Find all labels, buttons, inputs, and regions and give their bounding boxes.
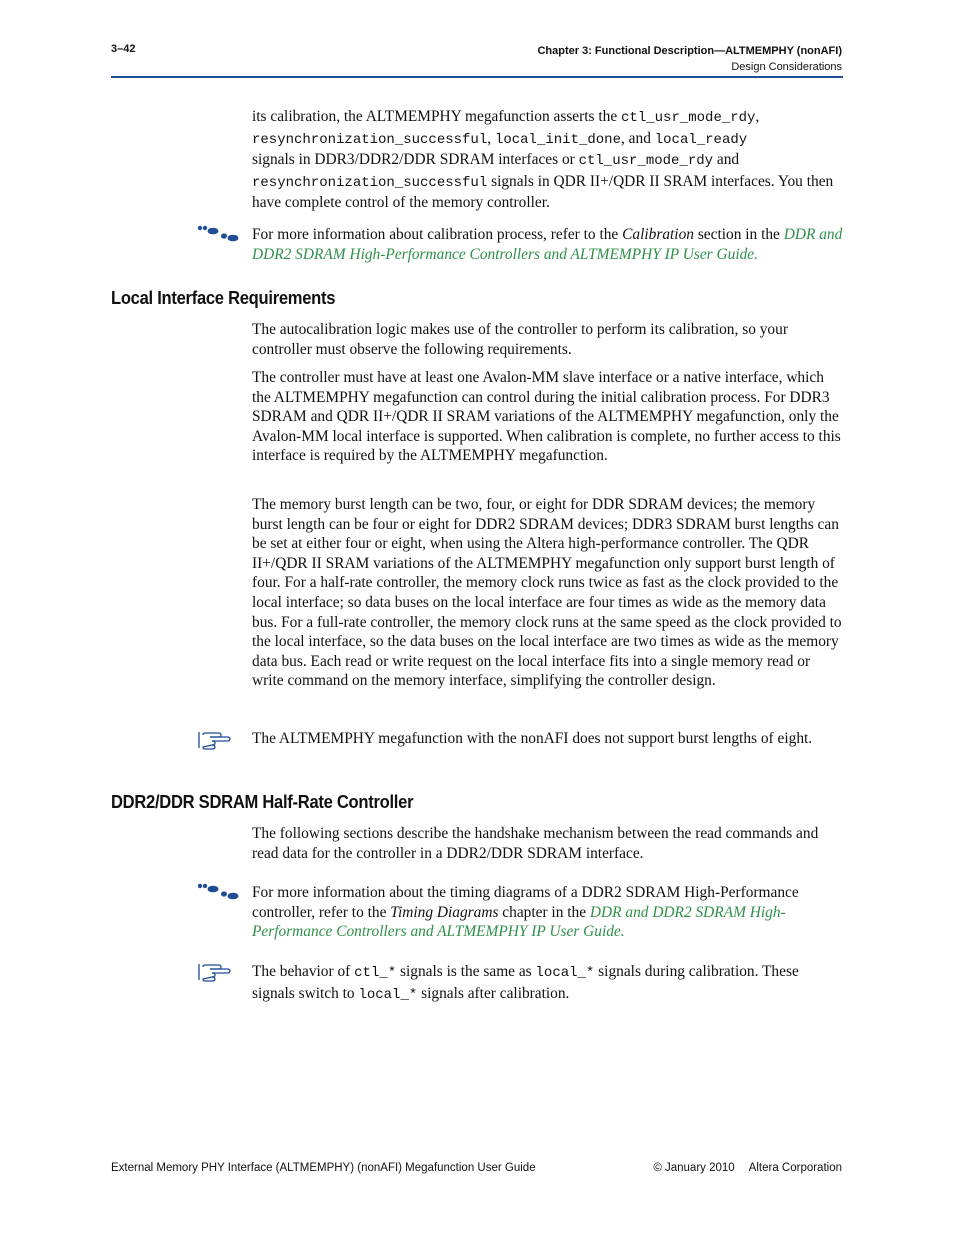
text: section in the	[693, 226, 784, 243]
code-resync-successful: resynchronization_successful	[252, 131, 488, 148]
emphasis: Timing Diagrams	[390, 903, 499, 921]
text: signals during calibration. These signals switch to	[252, 963, 799, 1002]
section1-para1	[252, 320, 844, 359]
text: signals is the same as	[396, 963, 536, 980]
timing-diagrams-note	[252, 883, 844, 942]
footer-company: Altera Corporation	[748, 1162, 842, 1174]
footer-right	[653, 1162, 842, 1174]
footprints-icon	[197, 224, 241, 244]
code-ctl-usr-mode-rdy: ctl_usr_mode_rdy	[621, 110, 756, 126]
text: ,	[755, 108, 760, 125]
text: ,	[487, 129, 495, 147]
code-ctl: ctl_*	[354, 965, 397, 981]
text: signals in DDR3/DDR2/DDR SDRAM interfaces or	[252, 151, 579, 169]
intro-paragraph	[252, 107, 844, 213]
text: The behavior of	[252, 963, 355, 980]
paragraph: The memory burst length can be two, four, or eight for DDR SDRAM devices; the memory burst length can be four or eight for DDR2 SDRAM devices; DDR3 SDRAM burst lengths can be set at either four or eight, when using the Altera high-performance controller. The QDR II+/QDR II SRAM variations of the ALTMEMPHY megafunction only support burst length of four. For a half-rate controller, the memory clock runs twice as fast as the clock provided to the local interface; so data buses on the local interface are four times as wide as the memory data bus. For a full-rate controller, the memory clock runs at the same speed as the clock provided to the local interface, so the data buses on the local interface are two times as wide as the memory data bus. Each read or write request on the local interface fits into a single memory read or write command on the memory interface, simplifying the controller design.	[252, 496, 842, 690]
footer-title: External Memory PHY Interface (ALTMEMPHY) (nonAFI) Megafunction User Guide	[111, 1162, 536, 1174]
signals-behavior-note	[252, 962, 844, 1005]
section1-para2	[252, 368, 844, 466]
running-header	[537, 43, 842, 75]
pointing-hand-icon	[197, 961, 237, 983]
paragraph: The following sections describe the handshake mechanism between the read commands and read data for the controller in a DDR2/DDR SDRAM interface.	[252, 825, 819, 862]
section2-para1	[252, 824, 844, 863]
text: signals after calibration.	[417, 984, 570, 1002]
code-local: local_*	[535, 965, 595, 981]
text: For more information about calibration process, refer to the	[252, 226, 623, 243]
user-guide-link[interactable]: DDR and DDR2 SDRAM High-Performance Controllers and ALTMEMPHY IP User Guide.	[252, 903, 786, 941]
burst-length-note	[252, 729, 844, 749]
code-local-init-done: local_init_done	[494, 131, 621, 148]
chapter-title: Chapter 3: Functional Description—ALTMEMPHY (nonAFI)	[537, 45, 842, 57]
code-resync-successful: resynchronization_successful	[252, 174, 488, 191]
text: signals in QDR II+/QDR II SRAM interfaces. You then have complete control of the memory controller.	[252, 172, 834, 212]
section1-para3	[252, 495, 844, 691]
user-guide-link[interactable]: DDR and DDR2 SDRAM High-Performance Controllers and ALTMEMPHY IP User Guide.	[252, 226, 843, 263]
calibration-note	[252, 225, 844, 264]
section-title: Design Considerations	[731, 61, 842, 73]
code-local: local_*	[358, 986, 418, 1003]
emphasis: Calibration	[622, 226, 694, 243]
text: and	[713, 151, 740, 169]
footer-date: © January 2010	[653, 1162, 735, 1174]
paragraph: The ALTMEMPHY megafunction with the nonAFI does not support burst lengths of eight.	[252, 730, 813, 747]
heading-local-interface-requirements: Local Interface Requirements	[111, 288, 336, 308]
page-number: 3–42	[111, 43, 136, 55]
text: chapter in the	[498, 903, 590, 921]
heading-ddr2-half-rate-controller: DDR2/DDR SDRAM Half-Rate Controller	[111, 792, 414, 812]
paragraph: The autocalibration logic makes use of the controller to perform its calibration, so your controller must observe the following requirements.	[252, 321, 788, 358]
paragraph: The controller must have at least one Avalon-MM slave interface or a native interface, which the ALTMEMPHY megafunction can control during the initial calibration process. For DDR3 SDRAM and QDR II+/QDR II SRAM variations of the ALTMEMPHY megafunction, only the Avalon-MM local interface is supported. When calibration is complete, no further access to this interface is required by the ALTMEMPHY megafunction.	[252, 369, 841, 465]
header-rule	[111, 76, 843, 78]
footprints-icon	[197, 882, 241, 902]
code-local-ready: local_ready	[654, 131, 748, 148]
pointing-hand-icon	[197, 729, 237, 751]
text: its calibration, the ALTMEMPHY megafunction asserts the	[252, 108, 622, 125]
text: , and	[620, 129, 655, 147]
code-ctl-usr-mode-rdy: ctl_usr_mode_rdy	[578, 153, 714, 170]
text: For more information about the timing diagrams of a DDR2 SDRAM High-Performance controller, refer to the	[252, 884, 799, 921]
